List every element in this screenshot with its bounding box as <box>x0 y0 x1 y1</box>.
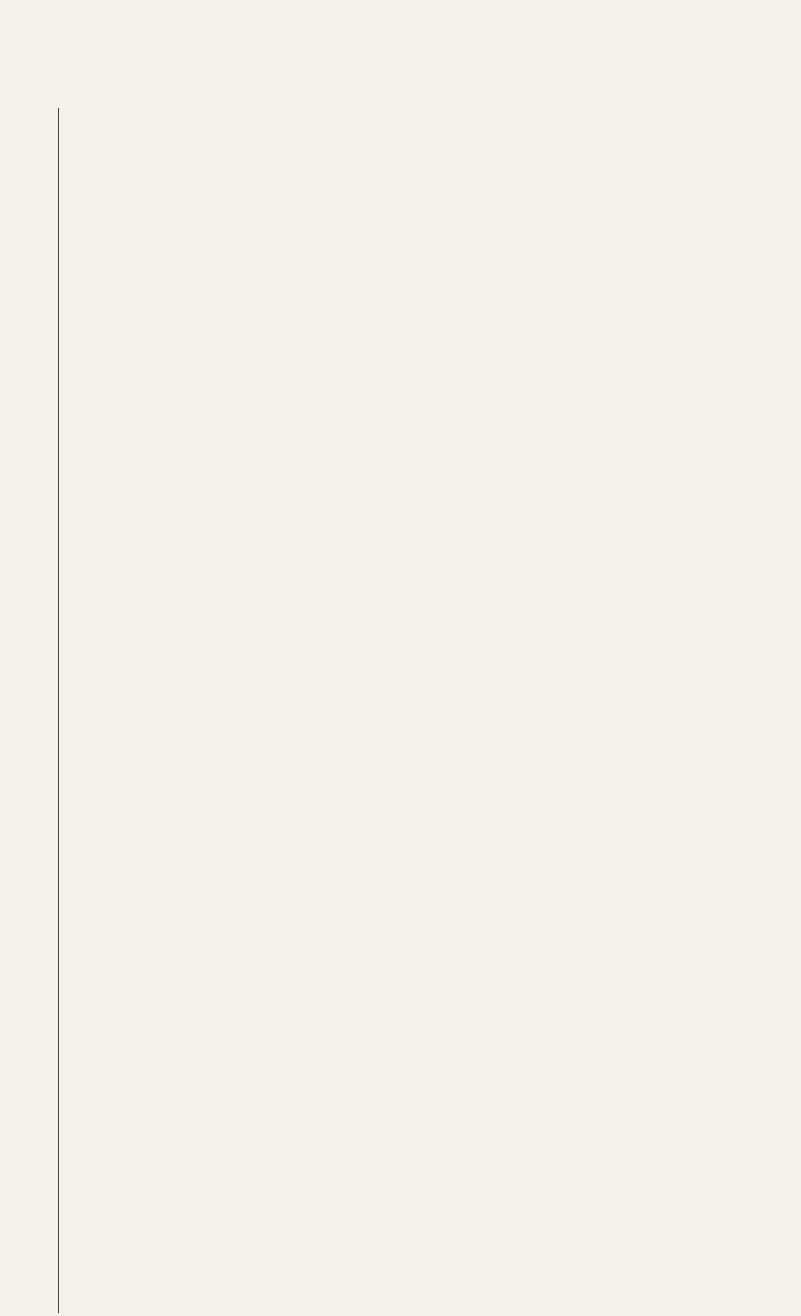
measurement-table <box>58 108 799 1313</box>
page-header <box>0 0 801 110</box>
